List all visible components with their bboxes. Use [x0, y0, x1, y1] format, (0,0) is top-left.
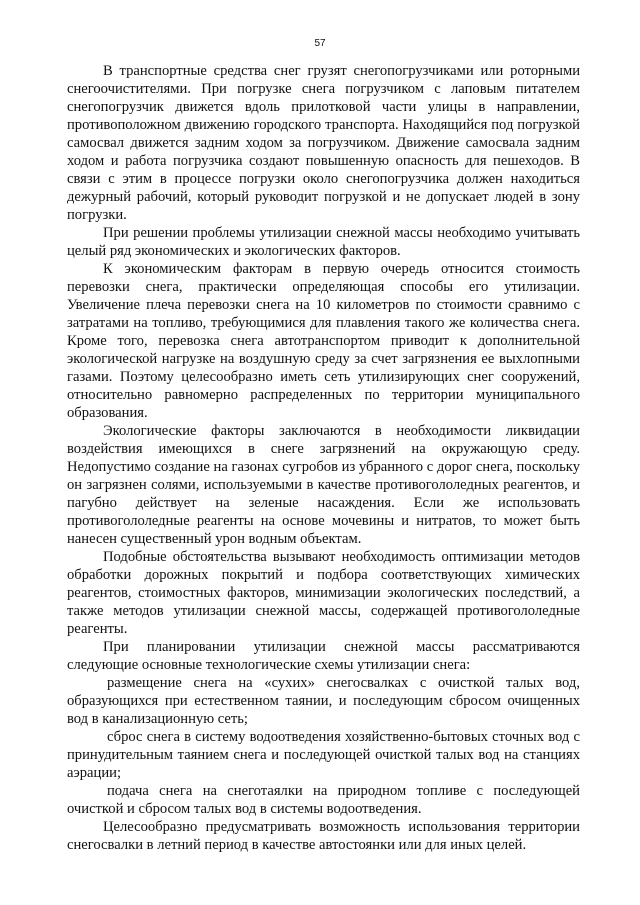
paragraph-snow-loading: В транспортные средства снег грузят снегопогрузчиками или роторными снегоочистителями. При погрузке снега погрузчиком с лаповым питателем снегопогрузчик движется вдоль прилотковой части улицы в направлении, противоположном движению городского транспорта. Находящийся под погрузкой самосвал движется задним ходом за погрузчиком. Движение самосвала задним ходом и работа погрузчика создают повышенную опасность для пешеходов. В связи с этим в процессе погрузки около снегопогрузчика должен находиться дежурный рабочий, который руководит погрузкой и не допускает людей в зону погрузки. [67, 63, 580, 223]
paragraph-economic-factors: К экономическим факторам в первую очередь относится стоимость перевозки снега, практически определяющая способы его утилизации. Увеличение плеча перевозки снега на 10 километров по стоимости сравнимо с затратами на топливо, требующимися для плавления такого же количества снега. Кроме того, перевозка снега автотранспортом приводит к дополнительной экологической нагрузке на воздушную среду за счет загрязнения ее выхлопными газами. Поэтому целесообразно иметь сеть утилизирующих снег сооружений, относительно равномерно распределенных по территории муниципального образования. [67, 261, 580, 421]
list-item-snow-melters: подача снега на снеготаялки на природном топливе с последующей очисткой и сбросом талых вод в системы водоотведения. [67, 783, 580, 817]
list-item-dry-dumps: размещение снега на «сухих» снегосвалках с очисткой талых вод, образующихся при естественном таянии, и последующим сбросом очищенных вод в канализационную сеть; [67, 675, 580, 727]
paragraph-ecological-factors: Экологические факторы заключаются в необходимости ликвидации воздействия имеющихся в снеге загрязнений на окружающую среду. Недопустимо создание на газонах сугробов из убранного с дорог снега, поскольку он загрязнен солями, используемыми в качестве противогололедных реагентов, и пагубно действует на зеленые насаждения. Если же использовать противогололедные реагенты на основе мочевины и нитратов, то может быть нанесен существенный урон водным объектам. [67, 423, 580, 547]
paragraph-utilization-problem: При решении проблемы утилизации снежной массы необходимо учитывать целый ряд экономических и экологических факторов. [67, 225, 580, 259]
list-item-sewer-discharge: сброс снега в систему водоотведения хозяйственно-бытовых сточных вод с принудительным таянием снега и последующей очисткой талых вод на станциях аэрации; [67, 729, 580, 781]
body-text [67, 62, 580, 854]
paragraph-optimization: Подобные обстоятельства вызывают необходимость оптимизации методов обработки дорожных покрытий и подбора соответствующих химических реагентов, стоимостных факторов, минимизации экологических последствий, а также методов утилизации снежной массы, содержащей противогололедные реагенты. [67, 549, 580, 637]
paragraph-schemes-intro: При планировании утилизации снежной массы рассматриваются следующие основные технологические схемы утилизации снега: [67, 639, 580, 673]
paragraph-summer-use: Целесообразно предусматривать возможность использования территории снегосвалки в летний период в качестве автостоянки или для иных целей. [67, 819, 580, 853]
page-number: 57 [314, 38, 326, 49]
